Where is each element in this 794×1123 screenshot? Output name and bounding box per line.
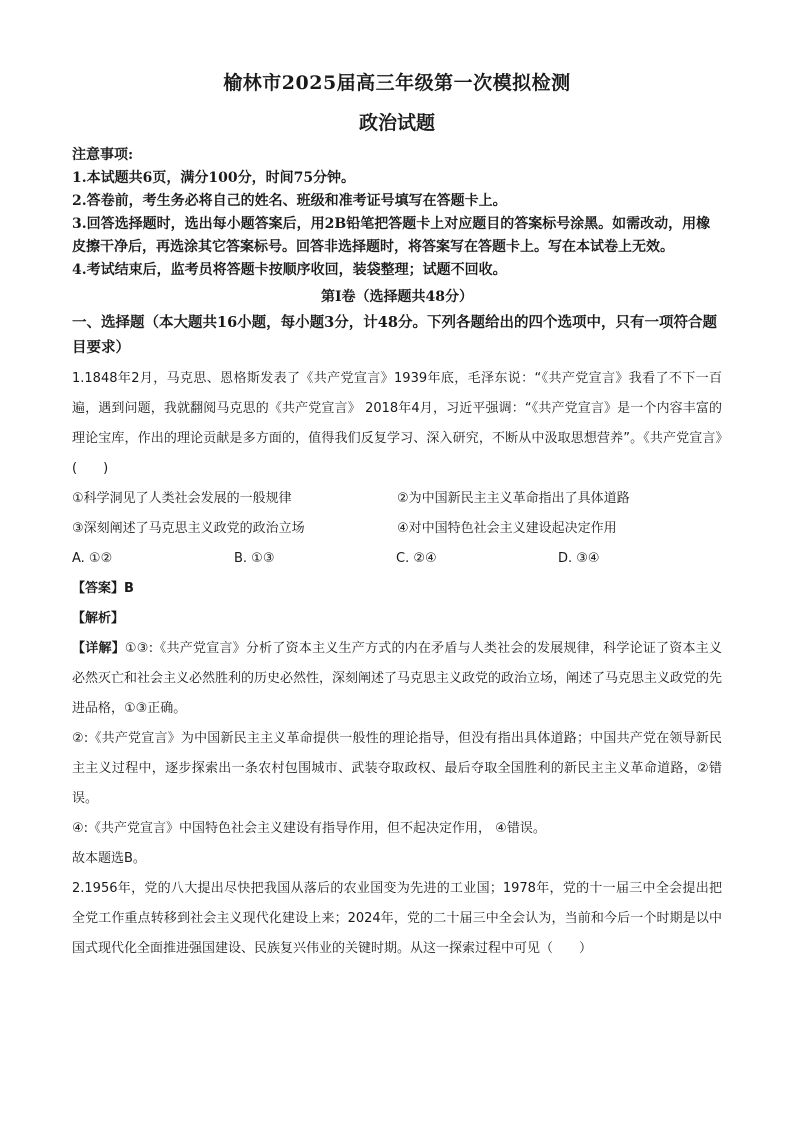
choices-row <box>72 544 722 574</box>
analysis-label: 【解析】 <box>72 611 125 626</box>
detail-point: ④:《共产党宣言》中国特色社会主义建设有指导作用，但不起决定作用， ④错误。 <box>72 821 546 836</box>
notice-item: 2.答卷前，考生务必将自己的姓名、班级和准考证号填写在答题卡上。 <box>72 193 507 209</box>
answer-label: 【答案】B <box>72 581 134 596</box>
conclusion: 故本题选B。 <box>72 851 146 866</box>
exam-page <box>72 70 722 964</box>
exam-title: 榆林市2025届高三年级第一次模拟检测 <box>223 72 571 94</box>
statement: ①科学洞见了人类社会发展的一般规律 <box>72 491 292 506</box>
choice-b: B. ①③ <box>234 551 275 566</box>
statement: ④对中国特色社会主义建设起决定作用 <box>397 521 617 536</box>
statements-row <box>72 514 722 544</box>
detail-label: 【详解】 <box>72 641 125 656</box>
choice-a: A. ①② <box>72 551 113 566</box>
statement: ③深刻阐述了马克思主义政党的政治立场 <box>72 521 305 536</box>
section-title: 第Ⅰ卷（选择题共48分） <box>320 289 474 305</box>
exam-subtitle: 政治试题 <box>358 112 435 134</box>
question-1-stem: 1.1848年2月，马克思、恩格斯发表了《共产党宣言》1939年底，毛泽东说：“《共产党宣言》我看了不下一百遍，遇到问题，我就翻阅马克思的《共产党宣言》 2018年4月，习近平强调：“《共产党宣言》是一个内容丰富的理论宝库，作出的理论贡献是多方面的，值得我们反复学习、深入研究，不断从中汲取思想营养”。《共产党宣言》( ) <box>72 371 722 476</box>
statement: ②为中国新民主主义革命指出了具体道路 <box>397 491 630 506</box>
part-heading: 一、选择题（本大题共16小题，每小题3分，计48分。下列各题给出的四个选项中，只有一项符合题目要求） <box>72 314 717 356</box>
detail-point: ①③:《共产党宣言》分析了资本主义生产方式的内在矛盾与人类社会的发展规律，科学论证了资本主义必然灭亡和社会主义必然胜利的历史必然性，深刻阐述了马克思主义政党的政治立场，阐述了马克思主义政党的先进品格，①③正确。 <box>72 641 723 716</box>
detail-paragraph <box>72 634 722 724</box>
detail-point: ②:《共产党宣言》为中国新民主主义革命提供一般性的理论指导，但没有指出具体道路；中国共产党在领导新民主主义过程中，逐步探索出一条农村包围城市、武装夺取政权、最后夺取全国胜利的新民主主义革命道路，②错误。 <box>72 731 722 806</box>
choice-c: C. ②④ <box>396 551 437 566</box>
statements-row <box>72 484 722 514</box>
question-2-stem: 2.1956年，党的八大提出尽快把我国从落后的农业国变为先进的工业国；1978年，党的十一届三中全会提出把全党工作重点转移到社会主义现代化建设上来；2024年，党的二十届三中全会认为，当前和今后一个时期是以中国式现代化全面推进强国建设、民族复兴伟业的关键时期。从这一探索过程中可见（ ） <box>72 881 722 956</box>
notice-item: 4.考试结束后，监考员将答题卡按顺序收回，装袋整理；试题不回收。 <box>72 262 507 278</box>
choice-d: D. ③④ <box>558 551 600 566</box>
notice-item: 1.本试题共6页，满分100分，时间75分钟。 <box>72 170 356 186</box>
notice-heading: 注意事项: <box>72 147 134 163</box>
notice-item: 3.回答选择题时，选出每小题答案后，用2B铅笔把答题卡上对应题目的答案标号涂黑。如需改动，用橡皮擦干净后，再选涂其它答案标号。回答非选择题时，将答案写在答题卡上。写在本试卷上无效。 <box>72 216 711 255</box>
